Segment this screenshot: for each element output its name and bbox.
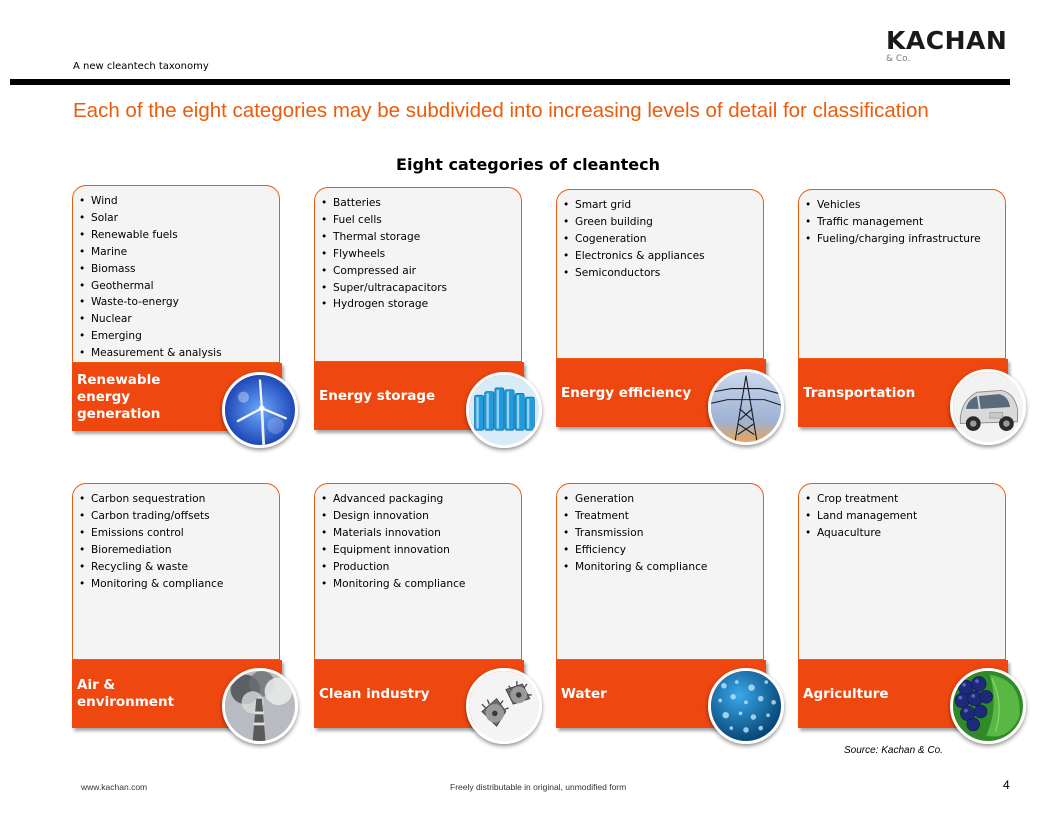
section-label: A new cleantech taxonomy — [73, 61, 209, 72]
list-item: • Green building — [563, 214, 763, 231]
category-items-list — [73, 484, 279, 592]
category-items-panel — [314, 483, 522, 660]
batteries-icon — [466, 372, 542, 448]
list-item: • Monitoring & compliance — [79, 576, 279, 593]
logo-wordmark: KACHAN — [886, 26, 1008, 55]
footer-url[interactable]: www.kachan.com — [81, 782, 148, 792]
list-item: • Solar — [79, 210, 279, 227]
list-item: • Traffic management — [805, 214, 1005, 231]
list-item: • Carbon sequestration — [79, 491, 279, 508]
category-title: Agriculture — [803, 685, 889, 702]
list-item: • Batteries — [321, 195, 521, 212]
list-item: • Semiconductors — [563, 265, 763, 282]
list-item: • Vehicles — [805, 197, 1005, 214]
power-pylon-icon — [708, 369, 784, 445]
bevel-gears-icon — [466, 668, 542, 744]
category-items-list — [315, 188, 521, 313]
list-item: • Measurement & analysis — [79, 345, 279, 362]
category-title: Energy efficiency — [561, 384, 692, 401]
list-item: • Flywheels — [321, 246, 521, 263]
category-items-panel — [798, 483, 1006, 660]
list-item: • Monitoring & compliance — [563, 559, 763, 576]
list-item: • Transmission — [563, 525, 763, 542]
list-item: • Monitoring & compliance — [321, 576, 521, 593]
category-items-list — [799, 190, 1005, 248]
category-title: Clean industry — [319, 685, 430, 702]
list-item: • Fueling/charging infrastructure — [805, 231, 1005, 248]
list-item: • Aquaculture — [805, 525, 1005, 542]
list-item: • Super/ultracapacitors — [321, 280, 521, 297]
category-items-panel — [556, 483, 764, 660]
electric-car-icon — [950, 369, 1026, 445]
list-item: • Electronics & appliances — [563, 248, 763, 265]
category-title: Air & environment — [77, 677, 175, 710]
wind-turbine-icon — [222, 372, 298, 448]
list-item: • Compressed air — [321, 263, 521, 280]
list-item: • Production — [321, 559, 521, 576]
category-items-list — [315, 484, 521, 592]
category-items-list — [557, 484, 763, 576]
list-item: • Fuel cells — [321, 212, 521, 229]
list-item: • Bioremediation — [79, 542, 279, 559]
header-divider — [10, 79, 1010, 85]
list-item: • Recycling & waste — [79, 559, 279, 576]
category-items-list — [799, 484, 1005, 542]
list-item: • Wind — [79, 193, 279, 210]
list-item: • Efficiency — [563, 542, 763, 559]
list-item: • Nuclear — [79, 311, 279, 328]
logo-subtext: & Co. — [886, 54, 911, 64]
list-item: • Hydrogen storage — [321, 296, 521, 313]
source-note: Source: Kachan & Co. — [844, 745, 943, 756]
list-item: • Smart grid — [563, 197, 763, 214]
category-items-panel — [314, 187, 522, 362]
category-title: Water — [561, 685, 607, 702]
list-item: • Thermal storage — [321, 229, 521, 246]
list-item: • Materials innovation — [321, 525, 521, 542]
category-items-panel — [798, 189, 1006, 359]
kachan-logo — [886, 28, 1007, 64]
list-item: • Land management — [805, 508, 1005, 525]
category-title: Energy storage — [319, 387, 436, 404]
grapes-leaf-icon — [950, 668, 1026, 744]
list-item: • Marine — [79, 244, 279, 261]
category-items-list — [557, 190, 763, 282]
slide-subtitle: Eight categories of cleantech — [396, 155, 660, 174]
category-title: Transportation — [803, 384, 916, 401]
list-item: • Advanced packaging — [321, 491, 521, 508]
list-item: • Crop treatment — [805, 491, 1005, 508]
category-items-panel — [72, 185, 280, 363]
page-number: 4 — [1003, 778, 1010, 792]
list-item: • Waste-to-energy — [79, 294, 279, 311]
water-droplets-icon — [708, 668, 784, 744]
list-item: • Geothermal — [79, 278, 279, 295]
slide-headline: Each of the eight categories may be subdivided into increasing levels of detail for classification — [73, 99, 929, 122]
list-item: • Treatment — [563, 508, 763, 525]
list-item: • Cogeneration — [563, 231, 763, 248]
category-items-panel — [72, 483, 280, 660]
category-items-panel — [556, 189, 764, 359]
list-item: • Emerging — [79, 328, 279, 345]
list-item: • Design innovation — [321, 508, 521, 525]
list-item: • Generation — [563, 491, 763, 508]
category-title: Renewable energy generation — [77, 371, 161, 422]
list-item: • Renewable fuels — [79, 227, 279, 244]
list-item: • Biomass — [79, 261, 279, 278]
smokestack-icon — [222, 668, 298, 744]
list-item: • Equipment innovation — [321, 542, 521, 559]
list-item: • Carbon trading/offsets — [79, 508, 279, 525]
category-items-list — [73, 186, 279, 362]
list-item: • Emissions control — [79, 525, 279, 542]
footer-note: Freely distributable in original, unmodified form — [450, 782, 627, 792]
